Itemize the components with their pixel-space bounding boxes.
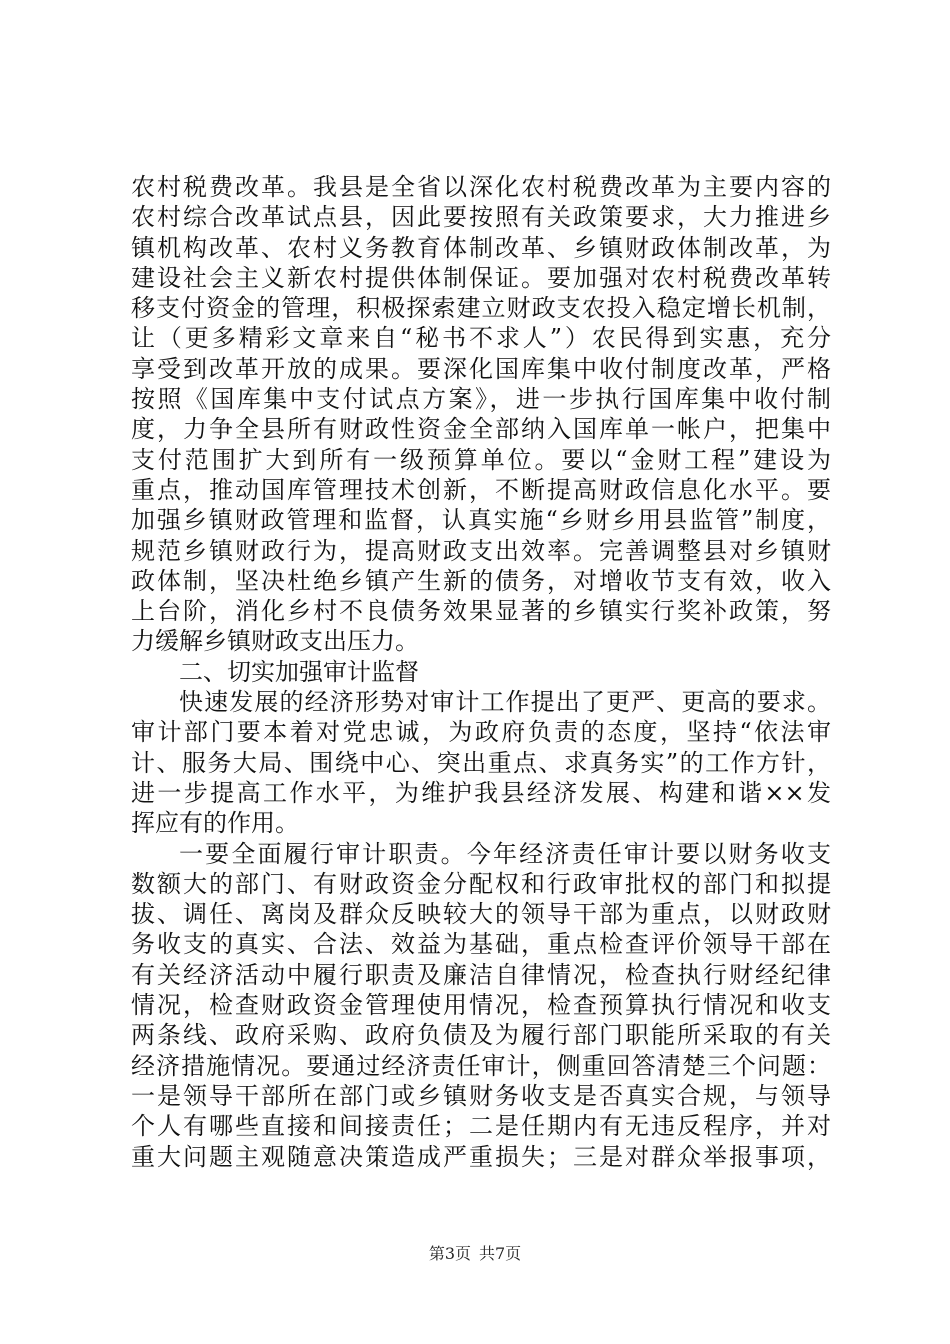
text-line: 镇机构改革、农村义务教育体制改革、乡镇财政体制改革，为 — [131, 233, 831, 262]
text-line: 审计部门要本着对党忠诚，为政府负责的态度，坚持“依法审 — [131, 718, 831, 747]
text-line: 拔、调任、离岗及群众反映较大的领导干部为重点，以财政财 — [131, 900, 831, 929]
text-line: 两条线、政府采购、政府负债及为履行部门职能所采取的有关 — [131, 1021, 831, 1050]
text-line: 农村综合改革试点县，因此要按照有关政策要求，大力推进乡 — [131, 203, 831, 232]
text-line: 享受到改革开放的成果。要深化国库集中收付制度改革，严格 — [131, 354, 831, 383]
text-line: 上台阶，消化乡村不良债务效果显著的乡镇实行奖补政策，努 — [131, 597, 831, 626]
text-line: 加强乡镇财政管理和监督，认真实施“乡财乡用县监管”制度， — [131, 506, 831, 535]
text-line: 农村税费改革。我县是全省以深化农村税费改革为主要内容的 — [131, 173, 831, 201]
text-line: 建设社会主义新农村提供体制保证。要加强对农村税费改革转 — [131, 263, 831, 292]
text-line: 务收支的真实、合法、效益为基础，重点检查评价领导干部在 — [131, 930, 831, 959]
text-line: 快速发展的经济形势对审计工作提出了更严、更高的要求。 — [179, 688, 831, 717]
text-line: 重大问题主观随意决策造成严重损失；三是对群众举报事项， — [131, 1142, 831, 1171]
text-line: 一要全面履行审计职责。今年经济责任审计要以财务收支 — [179, 839, 831, 868]
page-total: 共7页 — [479, 1244, 522, 1263]
text-line: 重点，推动国库管理技术创新，不断提高财政信息化水平。要 — [131, 475, 831, 504]
text-line: 规范乡镇财政行为，提高财政支出效率。完善调整县对乡镇财 — [131, 536, 831, 565]
text-line: 支付范围扩大到所有一级预算单位。要以“金财工程”建设为 — [131, 445, 831, 474]
text-line: 进一步提高工作水平，为维护我县经济发展、构建和谐××发 — [131, 778, 831, 807]
text-line: 挥应有的作用。 — [131, 809, 299, 838]
text-line: 政体制，坚决杜绝乡镇产生新的债务，对增收节支有效，收入 — [131, 566, 831, 595]
text-line: 情况，检查财政资金管理使用情况，检查预算执行情况和收支 — [131, 991, 831, 1020]
text-line: 力缓解乡镇财政支出压力。 — [131, 627, 419, 656]
text-line: 度，力争全县所有财政性资金全部纳入国库单一帐户，把集中 — [131, 415, 831, 444]
text-line: 移支付资金的管理，积极探索建立财政支农投入稳定增长机制， — [131, 294, 831, 323]
text-line: 有关经济活动中履行职责及廉洁自律情况，检查执行财经纪律 — [131, 960, 831, 989]
text-line: 计、服务大局、围绕中心、突出重点、求真务实”的工作方针， — [131, 748, 831, 777]
text-line: 经济措施情况。要通过经济责任审计，侧重回答清楚三个问题： — [131, 1051, 831, 1080]
section-heading: 二、切实加强审计监督 — [179, 657, 419, 686]
text-line: 数额大的部门、有财政资金分配权和行政审批权的部门和拟提 — [131, 869, 831, 898]
text-line: 一是领导干部所在部门或乡镇财务收支是否真实合规，与领导 — [131, 1081, 831, 1110]
page-number: 第3页 — [428, 1244, 471, 1263]
text-line: 个人有哪些直接和间接责任；二是任期内有无违反程序，并对 — [131, 1112, 831, 1141]
page-footer — [0, 1244, 950, 1264]
body-text — [131, 172, 831, 1172]
text-line: 让（更多精彩文章来自“秘书不求人”）农民得到实惠，充分 — [131, 324, 831, 353]
text-line: 按照《国库集中支付试点方案》，进一步执行国库集中收付制 — [131, 385, 831, 414]
